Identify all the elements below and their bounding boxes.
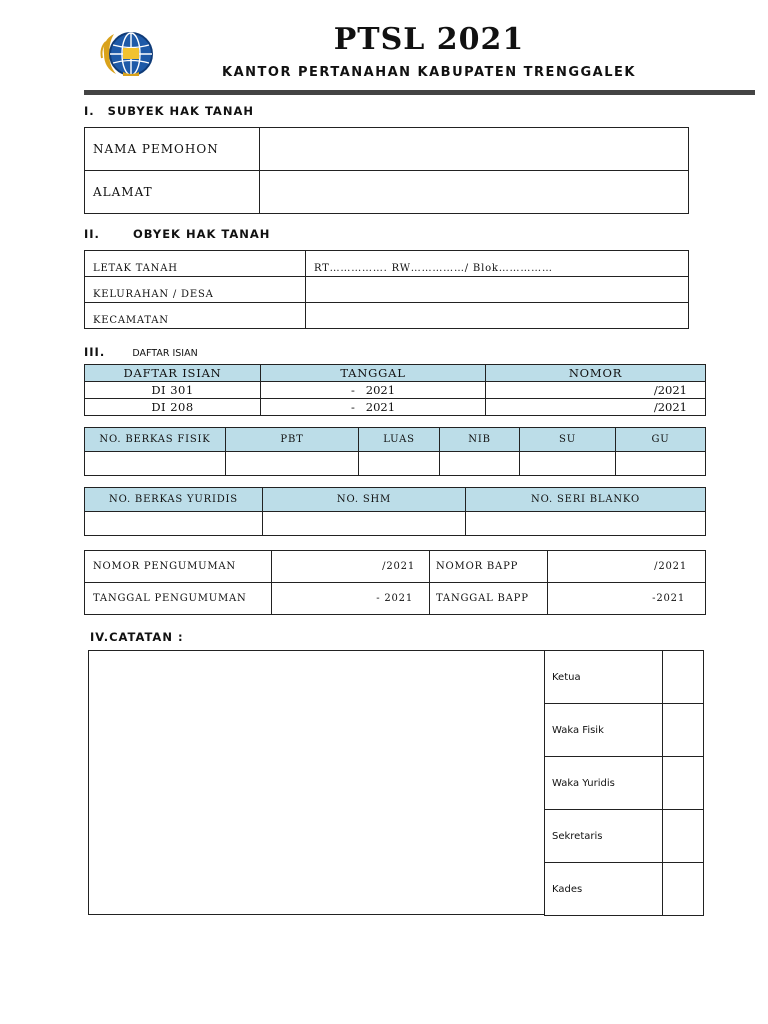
nomor-pengumuman-label: NOMOR PENGUMUMAN	[85, 551, 272, 583]
nib-field[interactable]	[440, 452, 520, 476]
signature-table	[544, 650, 704, 916]
tanggal-bapp-label: TANGGAL BAPP	[430, 583, 548, 615]
alamat-label: ALAMAT	[85, 171, 260, 214]
signature-label-ketua: Ketua	[545, 651, 663, 704]
tanggal-pengumuman-label: TANGGAL PENGUMUMAN	[85, 583, 272, 615]
no-shm-field[interactable]	[263, 512, 466, 536]
letak-tanah-field[interactable]: RT……………. RW……………/ Blok……………	[306, 251, 689, 277]
kecamatan-label: KECAMATAN	[85, 303, 306, 329]
pengumuman-table	[84, 550, 706, 615]
header-rule	[84, 90, 755, 95]
catatan-box[interactable]	[88, 650, 545, 915]
page-subtitle: KANTOR PERTANAHAN KABUPATEN TRENGGALEK	[222, 65, 636, 80]
nama-pemohon-field[interactable]	[260, 128, 689, 171]
section-1-heading	[84, 104, 254, 118]
section-1-title: SUBYEK HAK TANAH	[107, 104, 254, 118]
di-301-tanggal[interactable]: - 2021	[261, 382, 486, 399]
no-seri-blanko-field[interactable]	[466, 512, 706, 536]
berkas-fisik-table	[84, 427, 706, 476]
no-shm-header: NO. SHM	[263, 488, 466, 512]
nomor-bapp-value[interactable]: /2021	[548, 551, 706, 583]
daftar-isian-header: DAFTAR ISIAN	[85, 365, 261, 382]
nib-header: NIB	[440, 428, 520, 452]
tanggal-bapp-value[interactable]: -2021	[548, 583, 706, 615]
no-berkas-fisik-field[interactable]	[85, 452, 226, 476]
alamat-field[interactable]	[260, 171, 689, 214]
section-2-title: OBYEK HAK TANAH	[132, 227, 271, 241]
signature-box-sekretaris[interactable]	[663, 810, 704, 863]
no-berkas-yuridis-header: NO. BERKAS YURIDIS	[85, 488, 263, 512]
no-seri-blanko-header: NO. SERI BLANKO	[466, 488, 706, 512]
pbt-field[interactable]	[226, 452, 359, 476]
section-1-number: I.	[84, 104, 95, 118]
nomor-pengumuman-value[interactable]: /2021	[272, 551, 430, 583]
di-208-label: DI 208	[85, 399, 261, 416]
nama-pemohon-label: NAMA PEMOHON	[85, 128, 260, 171]
page-title: PTSL 2021	[333, 22, 525, 57]
obyek-table	[84, 250, 689, 329]
kelurahan-desa-label: KELURAHAN / DESA	[85, 277, 306, 303]
gu-header: GU	[616, 428, 706, 452]
section-4-heading: IV.CATATAN :	[90, 630, 184, 644]
signature-box-kades[interactable]	[663, 863, 704, 916]
signature-label-waka-fisik: Waka Fisik	[545, 704, 663, 757]
section-2-number: II.	[84, 227, 100, 241]
su-header: SU	[520, 428, 616, 452]
gu-field[interactable]	[616, 452, 706, 476]
letak-tanah-label: LETAK TANAH	[85, 251, 306, 277]
signature-label-sekretaris: Sekretaris	[545, 810, 663, 863]
signature-box-waka-yuridis[interactable]	[663, 757, 704, 810]
signature-box-ketua[interactable]	[663, 651, 704, 704]
section-3-number: III.	[84, 345, 106, 359]
di-301-label: DI 301	[85, 382, 261, 399]
kelurahan-desa-field[interactable]	[306, 277, 689, 303]
di-301-nomor[interactable]: /2021	[486, 382, 706, 399]
daftar-isian-table	[84, 364, 706, 416]
signature-label-kades: Kades	[545, 863, 663, 916]
signature-label-waka-yuridis: Waka Yuridis	[545, 757, 663, 810]
section-2-heading	[84, 227, 270, 241]
tanggal-header: TANGGAL	[261, 365, 486, 382]
no-berkas-yuridis-field[interactable]	[85, 512, 263, 536]
section-3-title: DAFTAR ISIAN	[132, 348, 198, 359]
berkas-yuridis-table	[84, 487, 706, 536]
su-field[interactable]	[520, 452, 616, 476]
no-berkas-fisik-header: NO. BERKAS FISIK	[85, 428, 226, 452]
signature-box-waka-fisik[interactable]	[663, 704, 704, 757]
kecamatan-field[interactable]	[306, 303, 689, 329]
subyek-table	[84, 127, 689, 214]
nomor-header: NOMOR	[486, 365, 706, 382]
luas-field[interactable]	[359, 452, 440, 476]
di-208-nomor[interactable]: /2021	[486, 399, 706, 416]
di-208-tanggal[interactable]: - 2021	[261, 399, 486, 416]
pbt-header: PBT	[226, 428, 359, 452]
tanggal-pengumuman-value[interactable]: - 2021	[272, 583, 430, 615]
nomor-bapp-label: NOMOR BAPP	[430, 551, 548, 583]
section-3-heading	[84, 341, 198, 360]
luas-header: LUAS	[359, 428, 440, 452]
